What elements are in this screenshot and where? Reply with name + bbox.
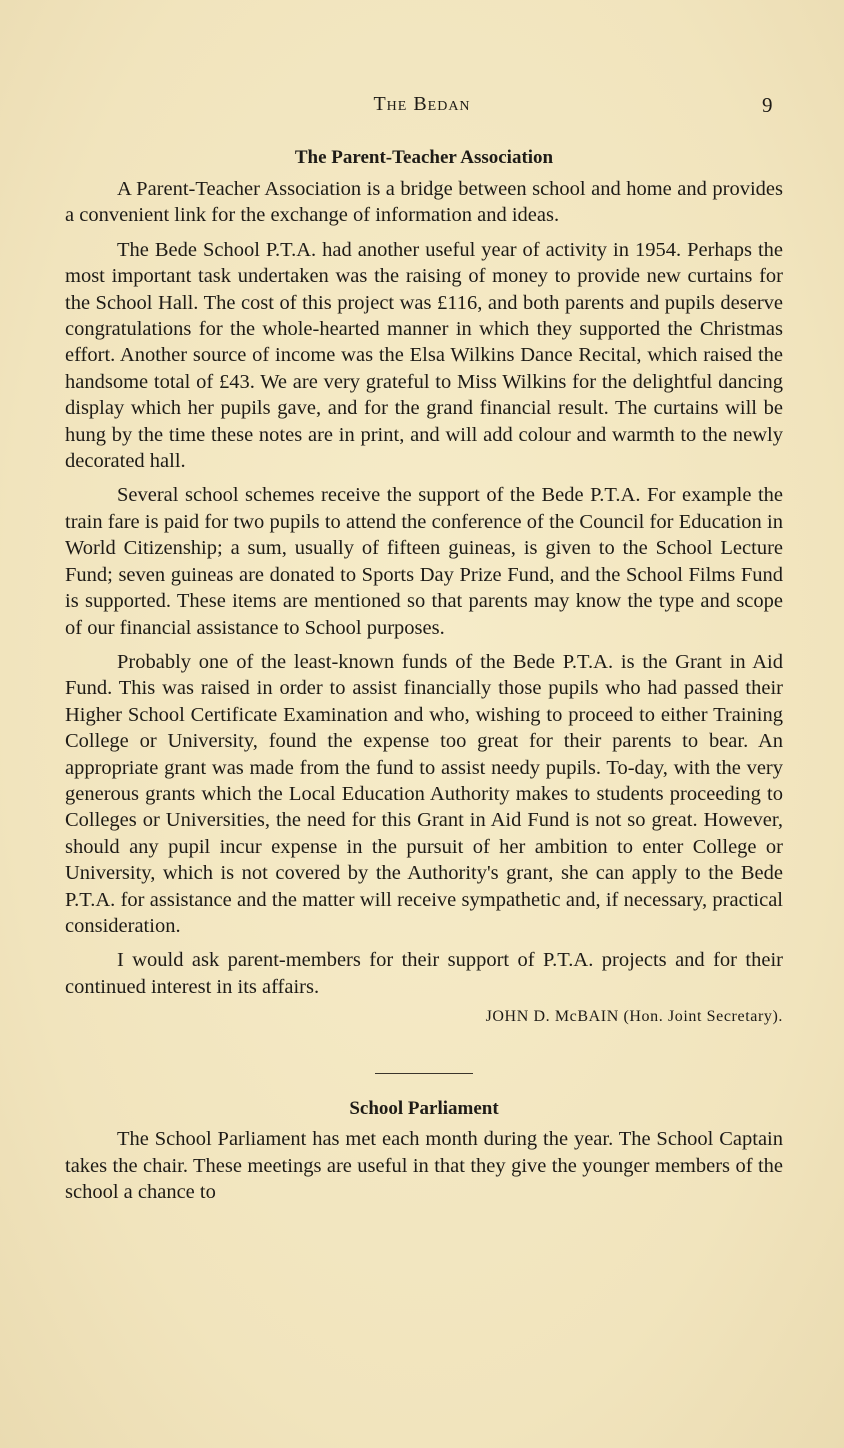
pta-paragraph-2: The Bede School P.T.A. had another useful year of activity in 1954. Perhaps the most important task undertaken was the raising of money to provide new curtains for the School Hall. The cost of this project was £116, and both parents and pupils deserve congratulations for the whole-hearted manner in which they supported the Christmas effort. Another source of income was the Elsa Wilkins Dance Recital, which raised the handsome total of £43. We are very grateful to Miss Wilkins for the delightful dancing display which her pupils gave, and for the grand financial result. The curtains will be hung by the time these notes are in print, and will add colour and warmth to the newly decorated hall. (65, 238, 783, 473)
pta-paragraph-5: I would ask parent-members for their support of P.T.A. projects and for their continued interest in its affairs. (65, 949, 783, 998)
pta-heading: The Parent-Teacher Association (294, 147, 554, 168)
section-divider (375, 1073, 473, 1074)
pta-paragraph-4: Probably one of the least-known funds of the Bede P.T.A. is the Grant in Aid Fund. This was raised in order to assist financially those pupils who had passed their Higher School Certificate Examination and who, wishing to proceed to either Training College or University, found the expense too great for their parents to bear. An appropriate grant was made from the fund to assist needy pupils. To-day, with the very generous grants which the Local Education Authority makes to students proceeding to Colleges or Universities, the need for this Grant in Aid Fund is not so great. However, should any pupil incur expense in the pursuit of her ambition to enter College or University, which is not covered by the Authority's grant, she can apply to the Bede P.T.A. for assistance and the matter will receive sympathetic and, if necessary, practical consideration. (65, 650, 783, 937)
running-head: The Bedan (373, 93, 471, 115)
parliament-paragraph: The School Parliament has met each month during the year. The School Captain takes the chair. These meetings are useful in that they give the younger members of the school a chance to (65, 1128, 783, 1203)
pta-paragraph-1: A Parent-Teacher Association is a bridge between school and home and provides a convenient link for the exchange of information and ideas. (65, 178, 783, 227)
pta-paragraph-3: Several school schemes receive the support of the Bede P.T.A. For example the train fare is paid for two pupils to attend the conference of the Council for Education in World Citizenship; a sum, usually of fifteen guineas, is given to the School Lecture Fund; seven guineas are donated to Sports Day Prize Fund, and the School Films Fund is supported. These items are mentioned so that parents may know the type and scope of our financial assistance to School purposes. (65, 484, 783, 639)
parliament-heading: School Parliament (349, 1098, 499, 1120)
signature: JOHN D. McBAIN (Hon. Joint Secretary). (485, 1008, 783, 1026)
page-number: 9 (762, 93, 773, 117)
article-body (65, 143, 783, 1205)
